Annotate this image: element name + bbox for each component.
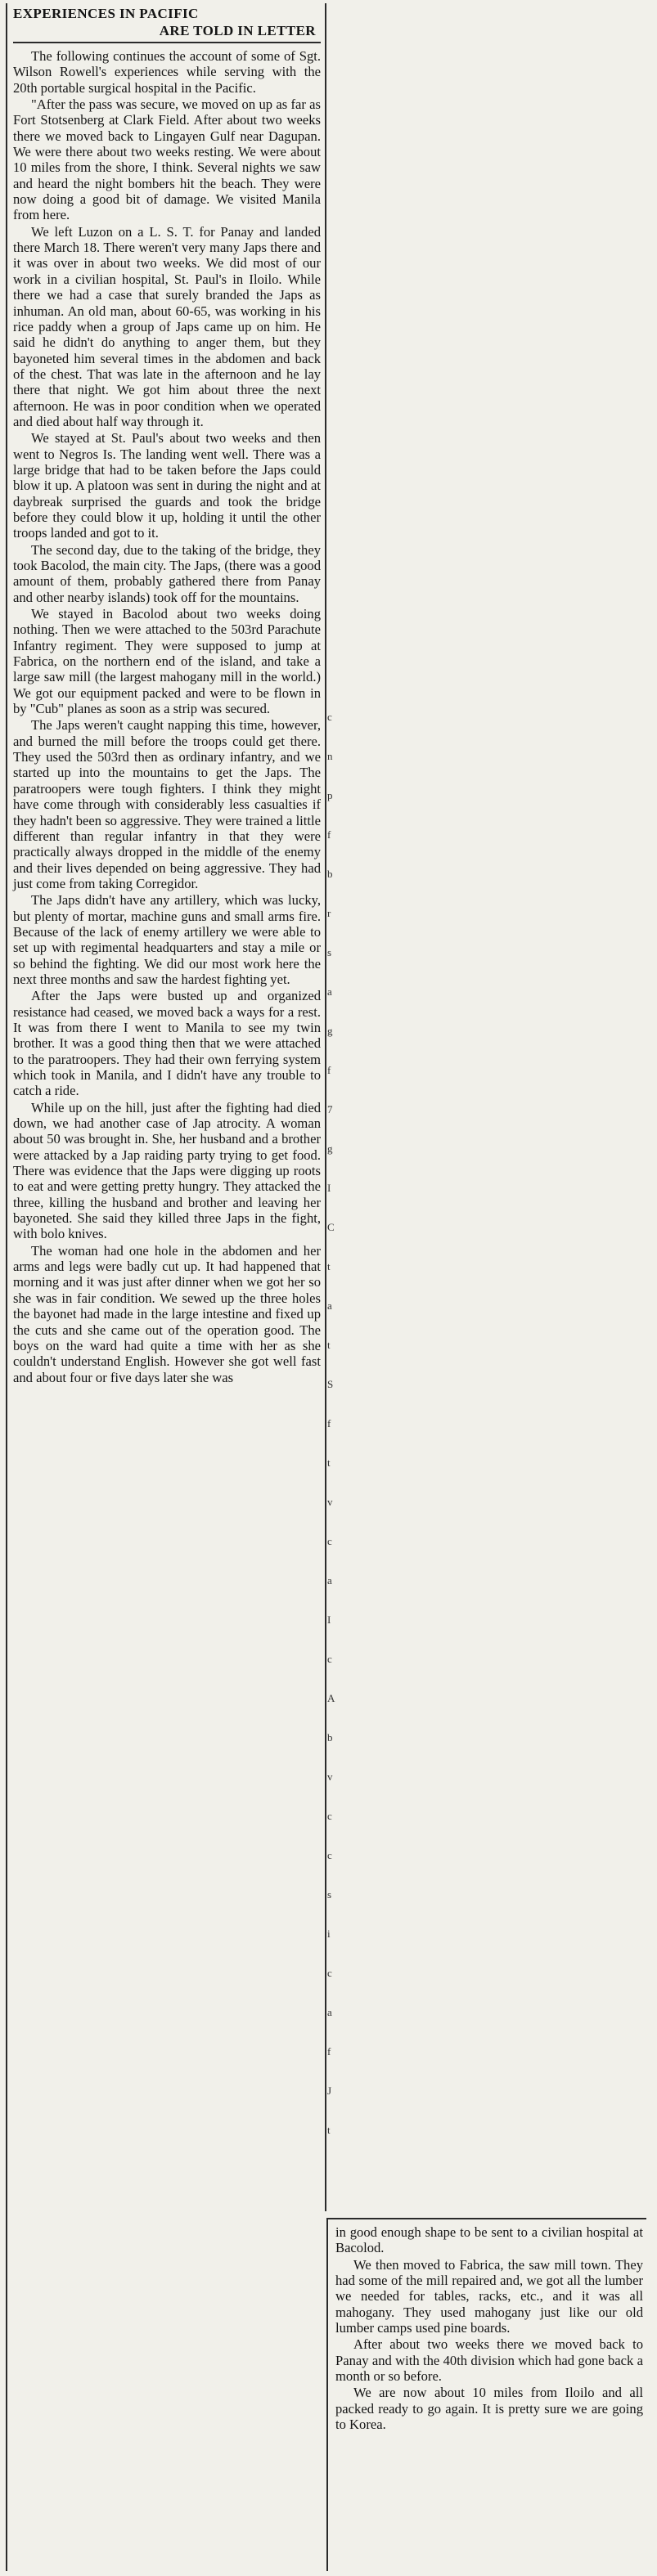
gutter-fragment: I (327, 1613, 331, 1626)
gutter-fragment: c (327, 1810, 332, 1822)
center-column-rule (325, 3, 326, 2211)
gutter-fragment: c (327, 711, 332, 723)
gutter-fragment: f (327, 828, 331, 841)
gutter-fragment: g (327, 1025, 333, 1037)
gutter-fragment: t (327, 1339, 331, 1351)
gutter-fragment: a (327, 1574, 332, 1586)
continuation-top-rule (327, 2218, 646, 2219)
continuation-left-rule (326, 2218, 328, 2571)
gutter-fragment: i (327, 1928, 331, 1940)
gutter-fragment: c (327, 1535, 332, 1547)
gutter-fragment: f (327, 2045, 331, 2058)
article-paragraph: The second day, due to the taking of the bridge, they took Bacolod, the main city. The Japs, (there was a good amount of them, probably gathered there from Panay and other nearby islands) took off for the mountains. (13, 541, 321, 605)
gutter-fragment: 7 (327, 1103, 333, 1115)
gutter-fragment: b (327, 1731, 333, 1744)
article-paragraph: The following continues the account of some of Sgt. Wilson Rowell's experiences while serving with the 20th portable surgical hospital in the Pacific. (13, 48, 321, 96)
article-paragraph: The Japs weren't caught napping this time, however, and burned the mill before the troops could get there. They used the 503rd then as ordinary infantry, and we started up into the mountains to get the Japs. The paratroopers were tough fighters. I think they might have come through with considerably less casualties if they hadn't been so aggressive. They were trained a little different than regular infantry in that they were practically always dropped in the middle of the enemy and their lives depended on being aggressive. They had just come from taking Corregidor. (13, 717, 321, 891)
gutter-fragment: b (327, 868, 333, 880)
gutter-fragment: v (327, 1770, 333, 1783)
headline-line-2: ARE TOLD IN LETTER (159, 23, 316, 38)
continuation-paragraph: We are now about 10 miles from Iloilo and all packed ready to go again. It is pretty sure we are going to Korea. (335, 2385, 643, 2433)
article-paragraph: "After the pass was secure, we moved on up as far as Fort Stotsenberg at Clark Field. After about two weeks there we moved back to Lingayen Gulf near Dagupan. We were there about two weeks resting. We were about 10 miles from the shore, I think. Several nights we saw and heard the night bombers hit the beach. They were now doing a good bit of damage. We visited Manila from here. (13, 96, 321, 223)
headline-line-1: EXPERIENCES IN PACIFIC (13, 6, 199, 21)
gutter-fragment: S (327, 1378, 334, 1390)
gutter-fragment: r (327, 907, 331, 919)
article-paragraph: We stayed in Bacolod about two weeks doing nothing. Then we were attached to the 503rd Parachute Infantry regiment. They were supposed to jump at Fabrica, on the northern end of the island, and take a large saw mill (the largest mahogany mill in the world.) We got our equipment packed and were to be flown in by "Cub" planes as soon as a strip was secured. (13, 606, 321, 717)
gutter-fragment: C (327, 1221, 335, 1233)
headline-rule (13, 42, 321, 43)
gutter-fragment: t (327, 2124, 331, 2136)
article-paragraph: After the Japs were busted up and organized resistance had ceased, we moved back a ways for a rest. It was from there I went to Manila to see my twin brother. It was a good thing then that we were attached to the paratroopers. They had their own ferrying system which took in Manila, and I didn't have any trouble to catch a ride. (13, 988, 321, 1099)
gutter-fragment: f (327, 1417, 331, 1429)
article-paragraph: We left Luzon on a L. S. T. for Panay and landed there March 18. There weren't very many Japs there and it was over in about two weeks. We did most of our work in a civilian hospital, St. Paul's in Iloilo. While there we had a case that surely branded the Japs as inhuman. An old man, about 60-65, was working in his rice paddy when a group of Japs came up on him. He said he didn't do anything to anger them, but they bayoneted him several times in the abdomen and back of the chest. That was late in the afternoon and he lay there that night. We got him about three the next afternoon. He was in poor condition when we operated and died about half way through it. (13, 223, 321, 429)
left-column-rule (6, 3, 7, 2571)
gutter-fragment: g (327, 1142, 333, 1155)
gutter-fragment: v (327, 1496, 333, 1508)
gutter-fragment: I (327, 1182, 331, 1194)
gutter-fragment: J (327, 2085, 332, 2097)
article-paragraph: The Japs didn't have any artillery, which was lucky, but plenty of mortar, machine guns and small arms fire. Because of the lack of enemy artillery we were able to set up with regimental headquarters and stay a mile or so behind the fighting. We did our most work here the next three months and saw the hardest fighting yet. (13, 892, 321, 987)
continuation-paragraph: After about two weeks there we moved back to Panay and with the 40th division which had gone back a month or so before. (335, 2336, 643, 2385)
article-paragraph: The woman had one hole in the abdomen and her arms and legs were badly cut up. It had happened that morning and it was just after dinner when we got her so she was in fair condition. We sewed up the three holes the bayonet had made in the large intestine and fixed up the cuts and she came out of the operation good. The boys on the ward had quite a time with her as she couldn't understand English. However she got well fast and about four or five days later she was (13, 1242, 321, 1385)
continuation-paragraph: in good enough shape to be sent to a civilian hospital at Bacolod. (335, 2224, 643, 2256)
gutter-fragment: a (327, 1299, 332, 1312)
article-continuation-column (335, 2224, 643, 2433)
gutter-fragment: a (327, 2006, 332, 2018)
gutter-fragment: c (327, 1653, 332, 1665)
article-paragraph: While up on the hill, just after the fighting had died down, we had another case of Jap atrocity. A woman about 50 was brought in. She, her husband and a brother were attacked by a Jap raiding party trying to get food. There was evidence that the Japs were digging up roots to eat and were getting pretty hungry. They attacked the three, killing the husband and brother and leaving her bayoneted. She said they killed three Japs in the fight, with bolo knives. (13, 1099, 321, 1242)
gutter-fragment: f (327, 1064, 331, 1076)
gutter-fragment: A (327, 1692, 335, 1704)
article-main-column (13, 5, 321, 1386)
continuation-paragraph: We then moved to Fabrica, the saw mill town. They had some of the mill repaired and, we got all the lumber we needed for tables, racks, etc., and it was all mahogany. They used mahogany just like our old lumber camps used pine boards. (335, 2256, 643, 2336)
gutter-fragment: c (327, 1967, 332, 1979)
gutter-fragment: t (327, 1260, 331, 1272)
gutter-fragment: t (327, 1456, 331, 1469)
gutter-fragment: n (327, 750, 333, 762)
gutter-fragment: s (327, 1888, 332, 1901)
article-paragraph: We stayed at St. Paul's about two weeks and then went to Negros Is. The landing went well. There was a large bridge that had to be taken before the Japs could blow it up. A platoon was sent in during the night and at daybreak surprised the guards and took the bridge before they could blow it up, holding it until the other troops landed and got to it. (13, 430, 321, 541)
gutter-fragment: p (327, 789, 333, 801)
gutter-fragment: c (327, 1849, 332, 1861)
gutter-fragment: a (327, 985, 332, 998)
adjacent-column-fragments (327, 0, 337, 2208)
gutter-fragment: s (327, 946, 332, 958)
